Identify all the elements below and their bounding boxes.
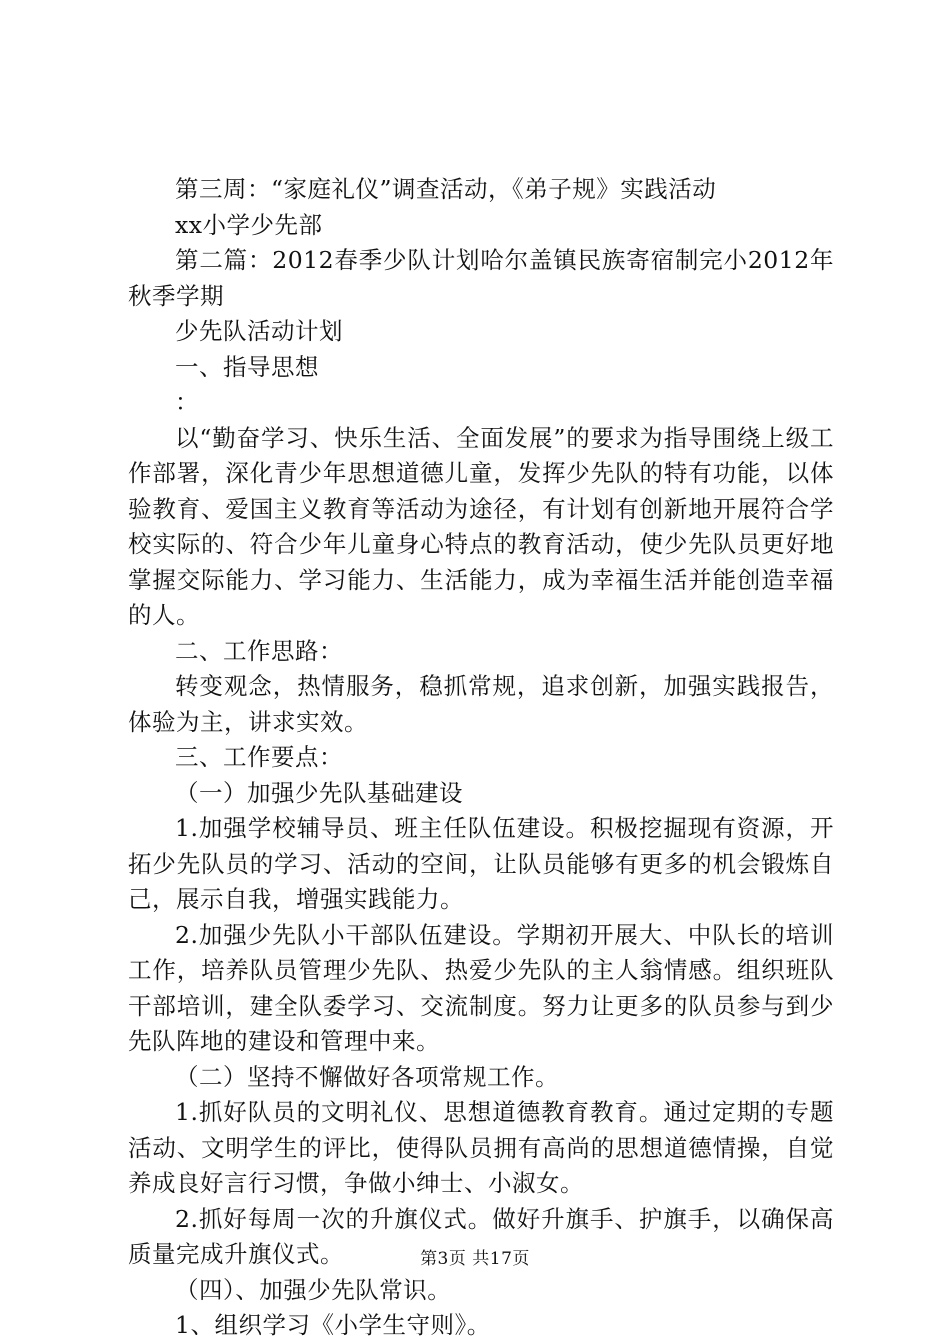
paragraph-item-1-etiquette: 1.抓好队员的文明礼仪、思想道德教育教育。通过定期的专题活动、文明学生的评比，使得队员拥有高尚的思想道德情操，自觉养成良好言行习惯，争做小绅士、小淑女。 <box>128 1098 834 1197</box>
paragraph-plan-title: 少先队活动计划 <box>175 317 343 345</box>
paragraph-signature: xx小学少先部 <box>175 210 323 239</box>
paragraph-colon: ： <box>175 388 199 416</box>
document-body <box>128 172 834 1344</box>
heading-work-points: 三、工作要点： <box>175 743 343 771</box>
paragraph-item-2-cadres: 2.加强少先队小干部队伍建设。学期初开展大、中队长的培训工作，培养队员管理少先队、热爱少先队的主人翁情感。组织班队干部培训，建全队委学习、交流制度。努力让更多的队员参与到少先队阵地的建设和管理中来。 <box>128 920 834 1055</box>
subheading-foundation: （一）加强少先队基础建设 <box>175 778 463 807</box>
paragraph-week3: 第三周：“家庭礼仪”调查活动，《弟子规》实践活动 <box>175 175 717 203</box>
subheading-knowledge: （四）、加强少先队常识。 <box>175 1275 452 1304</box>
heading-work-ideas: 二、工作思路： <box>175 636 343 665</box>
subheading-routine-work: （二）坚持不懈做好各项常规工作。 <box>175 1062 559 1091</box>
paragraph-work-ideas-body: 转变观念，热情服务，稳抓常规，追求创新，加强实践报告，体验为主，讲求实效。 <box>128 672 834 736</box>
heading-guiding-thought: 一、指导思想 <box>175 352 319 381</box>
paragraph-chapter-title: 第二篇：2012春季少队计划哈尔盖镇民族寄宿制完小2012年秋季学期 <box>128 246 834 310</box>
paragraph-item-2-flag-raising: 2.抓好每周一次的升旗仪式。做好升旗手、护旗手，以确保高质量完成升旗仪式。 <box>128 1204 834 1268</box>
paragraph-item-1-counselors: 1.加强学校辅导员、班主任队伍建设。积极挖掘现有资源，开拓少先队员的学习、活动的空间，让队员能够有更多的机会锻炼自己，展示自我，增强实践能力。 <box>128 814 834 913</box>
paragraph-item-1-rules: 1、组织学习《小学生守则》。 <box>175 1311 491 1339</box>
paragraph-guiding-thought-body: 以“勤奋学习、快乐生活、全面发展”的要求为指导围绕上级工作部署，深化青少年思想道德儿童，发挥少先队的特有功能，以体验教育、爱国主义教育等活动为途径，有计划有创新地开展符合学校实际的、符合少年儿童身心特点的教育活动，使少先队员更好地掌握交际能力、学习能力、生活能力，成为幸福生活并能创造幸福的人。 <box>128 423 834 629</box>
page-footer: 第3页 共17页 <box>420 1249 530 1269</box>
